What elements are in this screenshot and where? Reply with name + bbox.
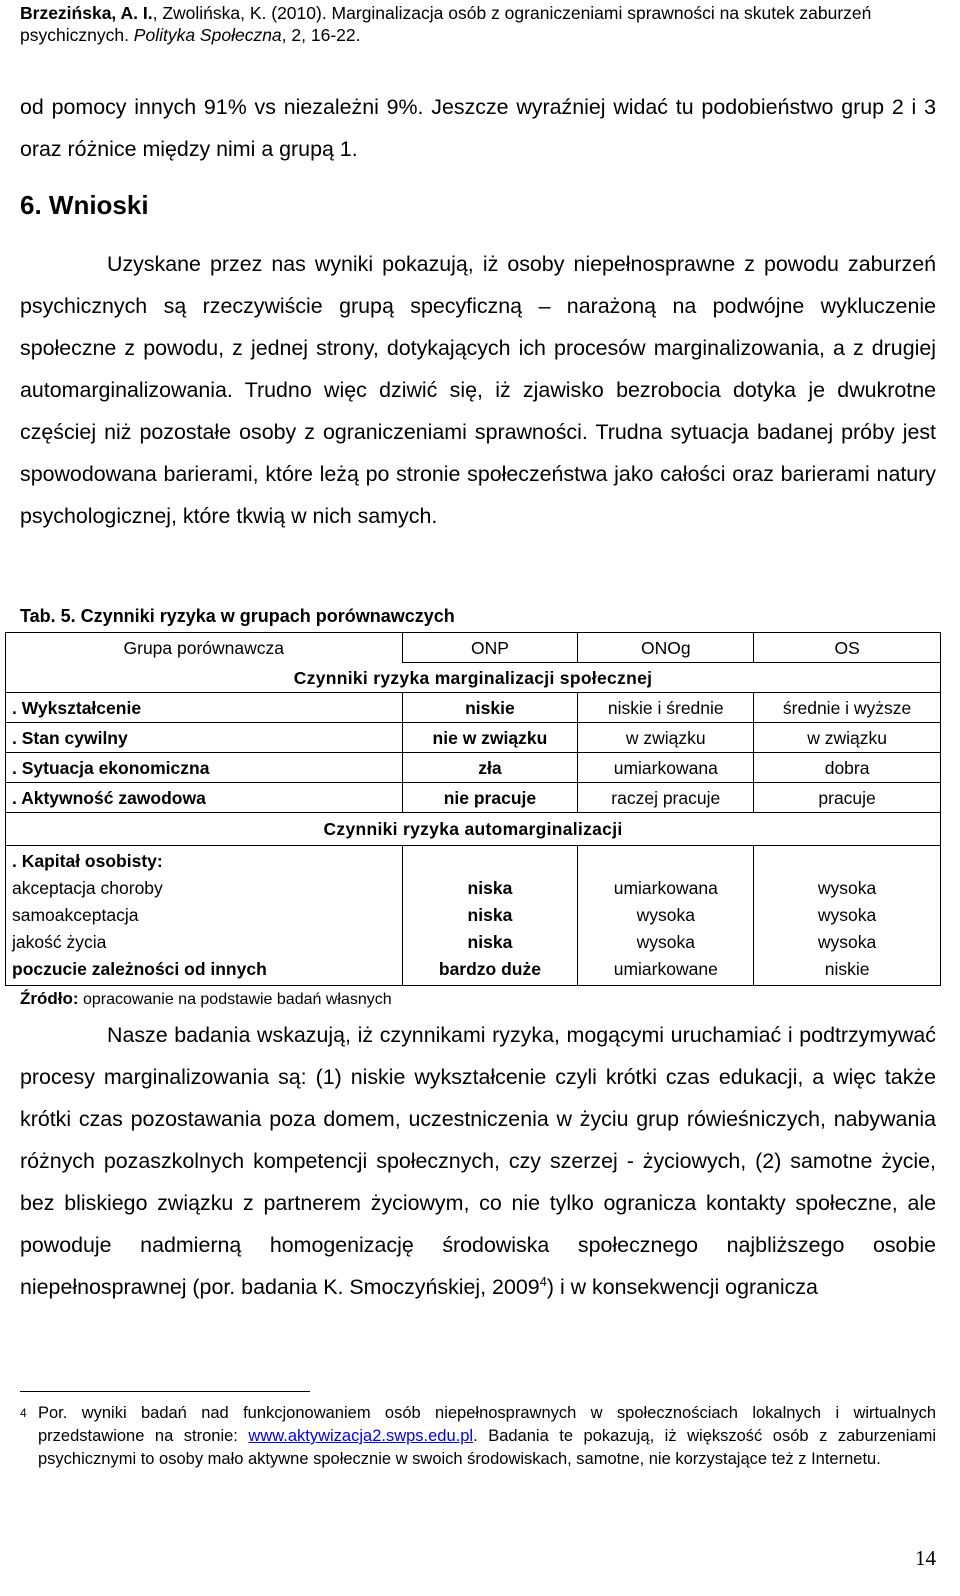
- section2-group-label: . Kapitał osobisty:: [12, 851, 163, 871]
- cell-os: pracuje: [754, 783, 941, 813]
- table-caption: Tab. 5. Czynniki ryzyka w grupach porównawczych: [20, 606, 455, 626]
- row-label: akceptacja choroby: [12, 878, 163, 898]
- row-label: . Wykształcenie: [6, 693, 403, 723]
- header-citation-line2-pre: psychicznych.: [20, 25, 134, 45]
- section2-body-row: [6, 846, 941, 986]
- final-paragraph-text: Nasze badania wskazują, iż czynnikami ryzyka, mogącymi uruchamiać i podtrzymywać procesy marginalizowania są: (1) niskie wykształcenie czyli krótki czas edukacji, a więc także krótki czas pozostawania poza domem, uczestniczenia w życiu grup rówieśniczych, nabywania różnych pozaszkolnych kompetencji społecznych, czy szerzej - życiowych, (2) samotne życie, bez bliskiego związku z partnerem życiowym, co nie tylko ogranicza kontakty społeczne, ale powoduje nadmierną homogenizację środowiska społecznego najbliższego osobie niepełnosprawnej (por. badania K. Smoczyńskiej, 2009: [20, 1023, 936, 1299]
- row-label: . Stan cywilny: [6, 723, 403, 753]
- section1-title-row: [6, 663, 941, 693]
- final-paragraph-text-end: ) i w konsekwencji ogranicza: [546, 1275, 818, 1299]
- cell-onog: wysoka: [636, 905, 695, 925]
- cell-onog: wysoka: [636, 932, 695, 952]
- table-row: [6, 783, 941, 813]
- section1-title: Czynniki ryzyka marginalizacji społecznej: [6, 663, 941, 693]
- cell-onp: niska: [467, 932, 513, 952]
- cell-onog: niskie i średnie: [578, 693, 754, 723]
- cell-onp: niska: [467, 878, 513, 898]
- header-cell-onog: ONOg: [578, 633, 754, 663]
- footnote-text-post: . Badania te pokazują, iż większość osób z zaburzeniami psychicznymi to osoby mało aktywne społecznie w swoich środowiskach, samotne, nie korzystające też z Internetu.: [38, 1427, 936, 1468]
- row-label: jakość życia: [12, 932, 107, 952]
- row-label: poczucie zależności od innych: [12, 959, 267, 979]
- table-header-row: [6, 633, 941, 663]
- footnote: [20, 1402, 936, 1471]
- section2-onp-column: [402, 846, 578, 986]
- cell-onog: umiarkowana: [578, 753, 754, 783]
- cell-os: wysoka: [817, 932, 877, 952]
- source-text: opracowanie na podstawie badań własnych: [78, 991, 392, 1008]
- header-cell-os: OS: [754, 633, 941, 663]
- footnote-link[interactable]: www.aktywizacja2.swps.edu.pl: [248, 1427, 474, 1445]
- section2-title: Czynniki ryzyka automarginalizacji: [6, 813, 941, 846]
- cell-os: wysoka: [817, 878, 877, 898]
- running-header: [20, 2, 950, 46]
- source-label: Źródło:: [20, 989, 79, 1008]
- row-label: samoakceptacja: [12, 905, 139, 925]
- header-citation-line2-post: , 2, 16-22.: [281, 25, 361, 45]
- section-heading: 6. Wnioski: [20, 190, 149, 220]
- section2-os-column: [754, 846, 941, 986]
- table-row: [6, 693, 941, 723]
- intro-paragraph: od pomocy innych 91% vs niezależni 9%. Jeszcze wyraźniej widać tu podobieństwo grup 2 i 3 oraz różnice między nimi a grupą 1.: [20, 95, 936, 161]
- row-label: . Aktywność zawodowa: [6, 783, 403, 813]
- table-row: [6, 723, 941, 753]
- cell-os: niskie: [824, 959, 870, 979]
- row-label: . Sytuacja ekonomiczna: [6, 753, 403, 783]
- section2-onog-column: [578, 846, 754, 986]
- cell-os: w związku: [754, 723, 941, 753]
- final-paragraph: [20, 1014, 936, 1308]
- header-cell-group: Grupa porównawcza: [6, 633, 403, 663]
- cell-onog: raczej pracuje: [578, 783, 754, 813]
- cell-os: średnie i wyższe: [754, 693, 941, 723]
- footnote-number: 4: [20, 1406, 27, 1420]
- footnote-reference[interactable]: 4: [539, 1273, 547, 1289]
- cell-onog: umiarkowana: [613, 878, 718, 898]
- header-cell-onp: ONP: [402, 633, 578, 663]
- header-citation-line1: , Zwolińska, K. (2010). Marginalizacja osób z ograniczeniami sprawności na skutek zaburzeń: [152, 3, 872, 23]
- section2-title-row: [6, 813, 941, 846]
- header-journal: Polityka Społeczna: [133, 25, 282, 45]
- footnote-text-pre: Por. wyniki badań nad funkcjonowaniem osób niepełnosprawnych w społecznościach lokalnych i wirtualnych przedstawione na stronie:: [38, 1404, 936, 1445]
- table-row: [6, 753, 941, 783]
- cell-onog: w związku: [578, 723, 754, 753]
- cell-onp: zła: [402, 753, 578, 783]
- section2-labels: [6, 846, 403, 986]
- footnote-text: [20, 1402, 936, 1471]
- conclusion-paragraph: Uzyskane przez nas wyniki pokazują, iż osoby niepełnosprawne z powodu zaburzeń psychicznych są rzeczywiście grupą specyficzną – narażoną na podwójne wykluczenie społeczne z powodu, z jednej strony, dotykających ich procesów marginalizowania, a z drugiej automarginalizowania. Trudno więc dziwić się, iż zjawisko bezrobocia dotyka je dwukrotne częściej niż pozostałe osoby z ograniczeniami sprawności. Trudna sytuacja badanej próby jest spowodowana barierami, które leżą po stronie społeczeństwa jako całości oraz barierami natury psychologicznej, które tkwią w nich samych.: [20, 252, 936, 528]
- risk-factors-table: [5, 632, 941, 986]
- cell-onp: niska: [467, 905, 513, 925]
- header-authors: Brzezińska, A. I.: [20, 3, 153, 23]
- cell-onp: nie w związku: [402, 723, 578, 753]
- cell-onp: niskie: [402, 693, 578, 723]
- cell-onp: bardzo duże: [438, 959, 541, 979]
- cell-os: dobra: [754, 753, 941, 783]
- table-source: [20, 989, 392, 1009]
- page-number: 14: [915, 1546, 936, 1570]
- footnote-separator: [20, 1391, 310, 1392]
- cell-onog: umiarkowane: [613, 959, 718, 979]
- cell-os: wysoka: [817, 905, 877, 925]
- cell-onp: nie pracuje: [402, 783, 578, 813]
